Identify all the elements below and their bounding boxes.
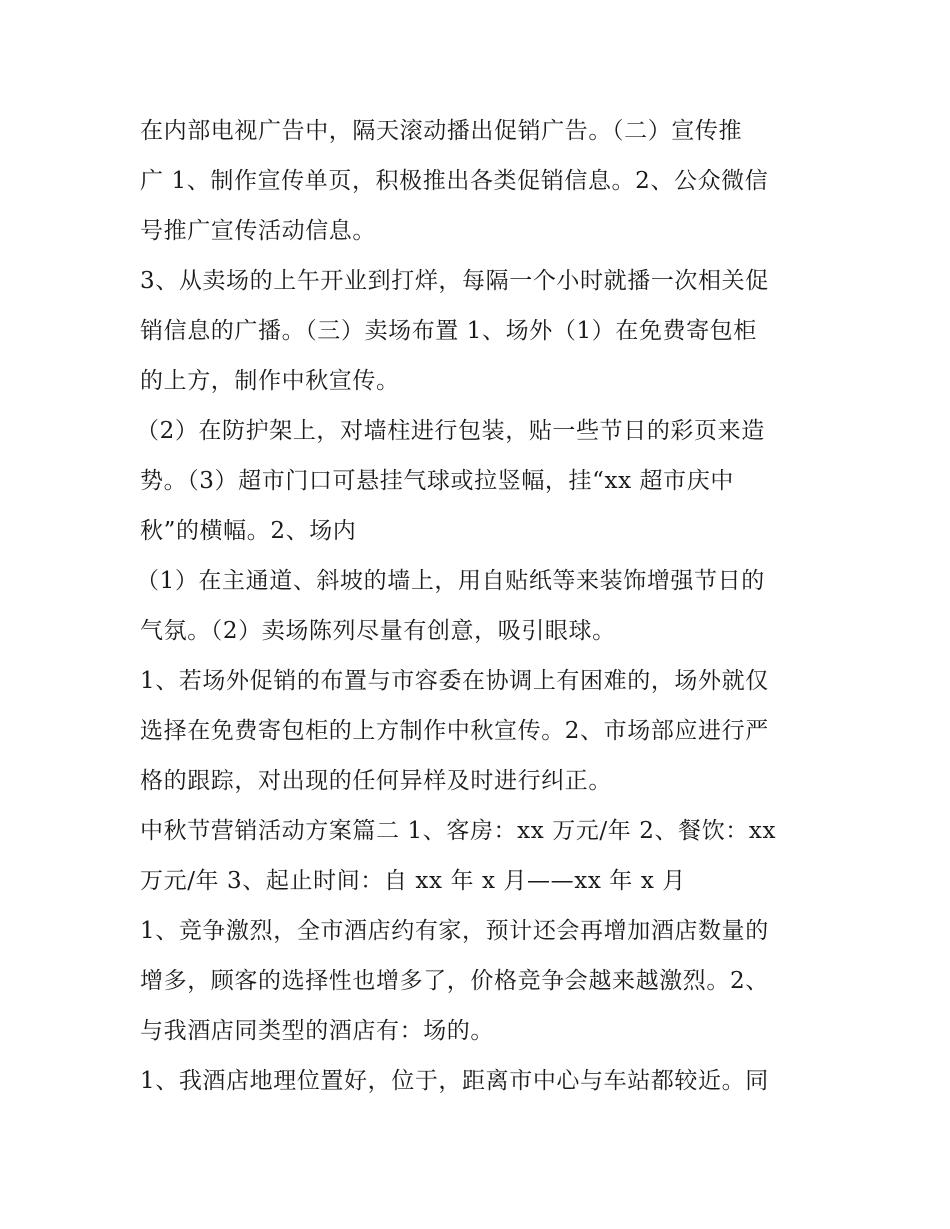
- text-line: 中秋节营销活动方案篇二 1、客房：xx 万元/年 2、餐饮：xx: [140, 818, 777, 844]
- text-line: 与我酒店同类型的酒店有：场的。: [140, 1018, 494, 1044]
- paragraph-notes: [140, 656, 820, 806]
- paragraph-plan-two-targets: [140, 806, 820, 906]
- text-line: 选择在免费寄包柜的上方制作中秋宣传。2、市场部应进行严: [140, 718, 769, 744]
- text-line: 1、竞争激烈，全市酒店约有家，预计还会再增加酒店数量的: [140, 918, 769, 944]
- paragraph-outdoor-decoration: [136, 406, 820, 556]
- paragraph-location: [140, 1056, 820, 1106]
- text-line: 万元/年 3、起止时间：自 xx 年 x 月——xx 年 x 月: [140, 868, 686, 894]
- text-line: 势。（3）超市门口可悬挂气球或拉竖幅，挂“xx 超市庆中: [140, 468, 734, 494]
- text-line: 1、我酒店地理位置好，位于，距离市中心与车站都较近。同: [140, 1068, 769, 1094]
- text-line: 的上方，制作中秋宣传。: [140, 368, 400, 394]
- paragraph-competition: [140, 906, 820, 1056]
- text-line: 秋”的横幅。2、场内: [140, 518, 357, 544]
- paragraph-tv-and-promotion: [140, 106, 820, 256]
- text-line: 号推广宣传活动信息。: [140, 218, 376, 244]
- text-line: 增多，顾客的选择性也增多了，价格竞争会越来越激烈。2、: [140, 968, 769, 994]
- text-line: 销信息的广播。（三）卖场布置 1、场外（1）在免费寄包柜: [140, 318, 757, 344]
- text-line: 在内部电视广告中，隔天滚动播出促销广告。（二）宣传推: [140, 118, 743, 144]
- text-line: 广 1、制作宣传单页，积极推出各类促销信息。2、公众微信: [140, 168, 769, 194]
- paragraph-indoor-decoration: [136, 556, 820, 656]
- text-line: 气氛。（2）卖场陈列尽量有创意，吸引眼球。: [140, 618, 616, 644]
- text-line: （2）在防护架上，对墙柱进行包装，贴一些节日的彩页来造: [136, 418, 765, 444]
- paragraph-broadcast-and-layout: [140, 256, 820, 406]
- text-line: 1、若场外促销的布置与市容委在协调上有困难的，场外就仅: [140, 668, 769, 694]
- text-line: （1）在主通道、斜坡的墙上，用自贴纸等来装饰增强节日的: [136, 568, 765, 594]
- text-line: 格的跟踪，对出现的任何异样及时进行纠正。: [140, 768, 612, 794]
- document-body: [136, 106, 820, 1106]
- text-line: 3、从卖场的上午开业到打烊，每隔一个小时就播一次相关促: [140, 268, 769, 294]
